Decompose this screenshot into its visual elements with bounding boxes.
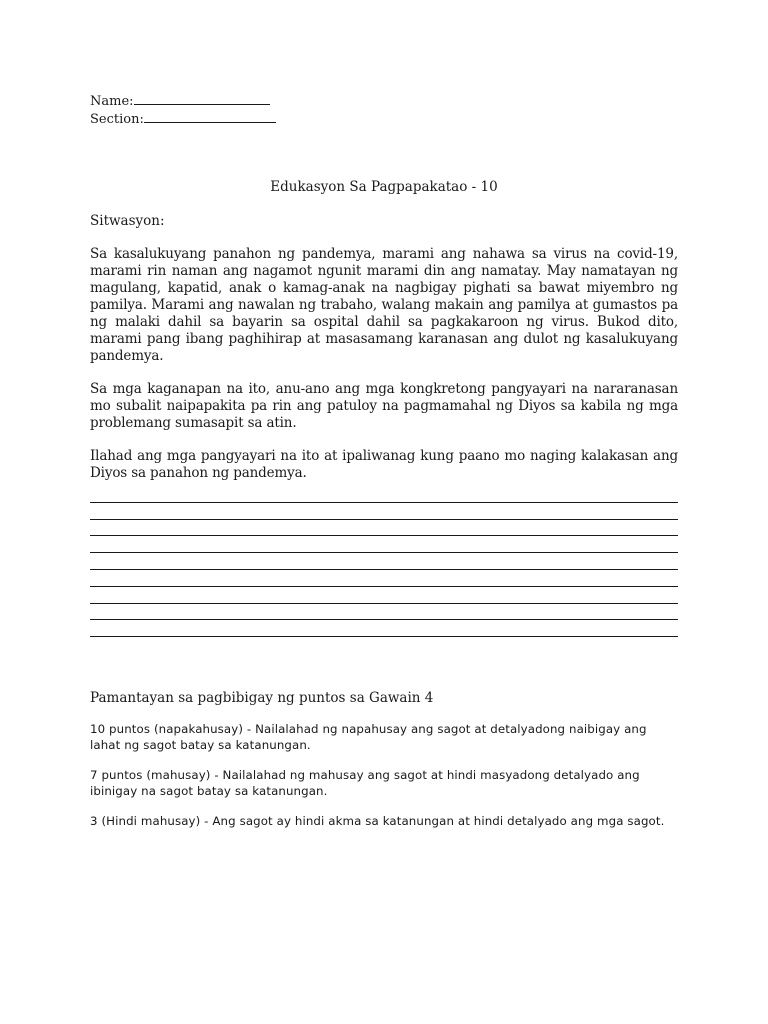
rubric-title: Pamantayan sa pagbibigay ng puntos sa Gawain 4 (90, 690, 434, 707)
answer-line[interactable] (90, 604, 678, 621)
instruction-paragraph: Ilahad ang mga pangyayari na ito at ipaliwanag kung paano mo naging kalakasan ang Diyos sa panahon ng pandemya. (90, 448, 678, 481)
worksheet-page (90, 92, 678, 829)
answer-line[interactable] (90, 570, 678, 587)
answer-line[interactable] (90, 486, 678, 503)
answer-line[interactable] (90, 553, 678, 570)
answer-line[interactable] (90, 520, 678, 537)
rubric-item-10-points: 10 puntos (napakahusay) - Nailalahad ng napahusay ang sagot at detalyadong naibigay ang lahat ng sagot batay sa katanungan. (90, 722, 647, 753)
name-blank[interactable] (134, 92, 270, 105)
answer-line[interactable] (90, 620, 678, 637)
situation-label: Sitwasyon: (90, 213, 165, 229)
answer-lines[interactable] (90, 486, 678, 637)
name-label: Name: (90, 94, 134, 109)
answer-line[interactable] (90, 503, 678, 520)
section-field (90, 110, 678, 128)
rubric-item-7-points: 7 puntos (mahusay) - Nailalahad ng mahusay ang sagot at hindi masyadong detalyado ang ibinigay na sagot batay sa katanungan. (90, 768, 640, 799)
rubric-item-3-points: 3 (Hindi mahusay) - Ang sagot ay hindi akma sa katanungan at hindi detalyado ang mga sagot. (90, 814, 665, 829)
section-blank[interactable] (144, 110, 276, 123)
section-label: Section: (90, 112, 144, 127)
answer-line[interactable] (90, 536, 678, 553)
question-paragraph: Sa mga kaganapan na ito, anu-ano ang mga kongkretong pangyayari na nararanasan mo subalit naipapakita pa rin ang patuloy na pagmamahal ng Diyos sa kabila ng mga problemang sumasapit sa atin. (90, 381, 678, 431)
worksheet-title: Edukasyon Sa Pagpapakatao - 10 (270, 179, 498, 195)
situation-paragraph: Sa kasalukuyang panahon ng pandemya, marami ang nahawa sa virus na covid-19, marami rin naman ang nagamot ngunit marami din ang namatay. May namatayan ng magulang, kapatid, anak o kamag-anak na nagbigay pighati sa bawat miyembro ng pamilya. Marami ang nawalan ng trabaho, walang makain ang pamilya at gumastos pa ng malaki dahil sa bayarin sa ospital dahil sa pagkakaroon ng virus. Bukod dito, marami pang ibang paghihirap at masasamang karanasan ang dulot ng kasalukuyang pandemya. (90, 246, 678, 364)
answer-line[interactable] (90, 587, 678, 604)
name-field (90, 92, 678, 110)
